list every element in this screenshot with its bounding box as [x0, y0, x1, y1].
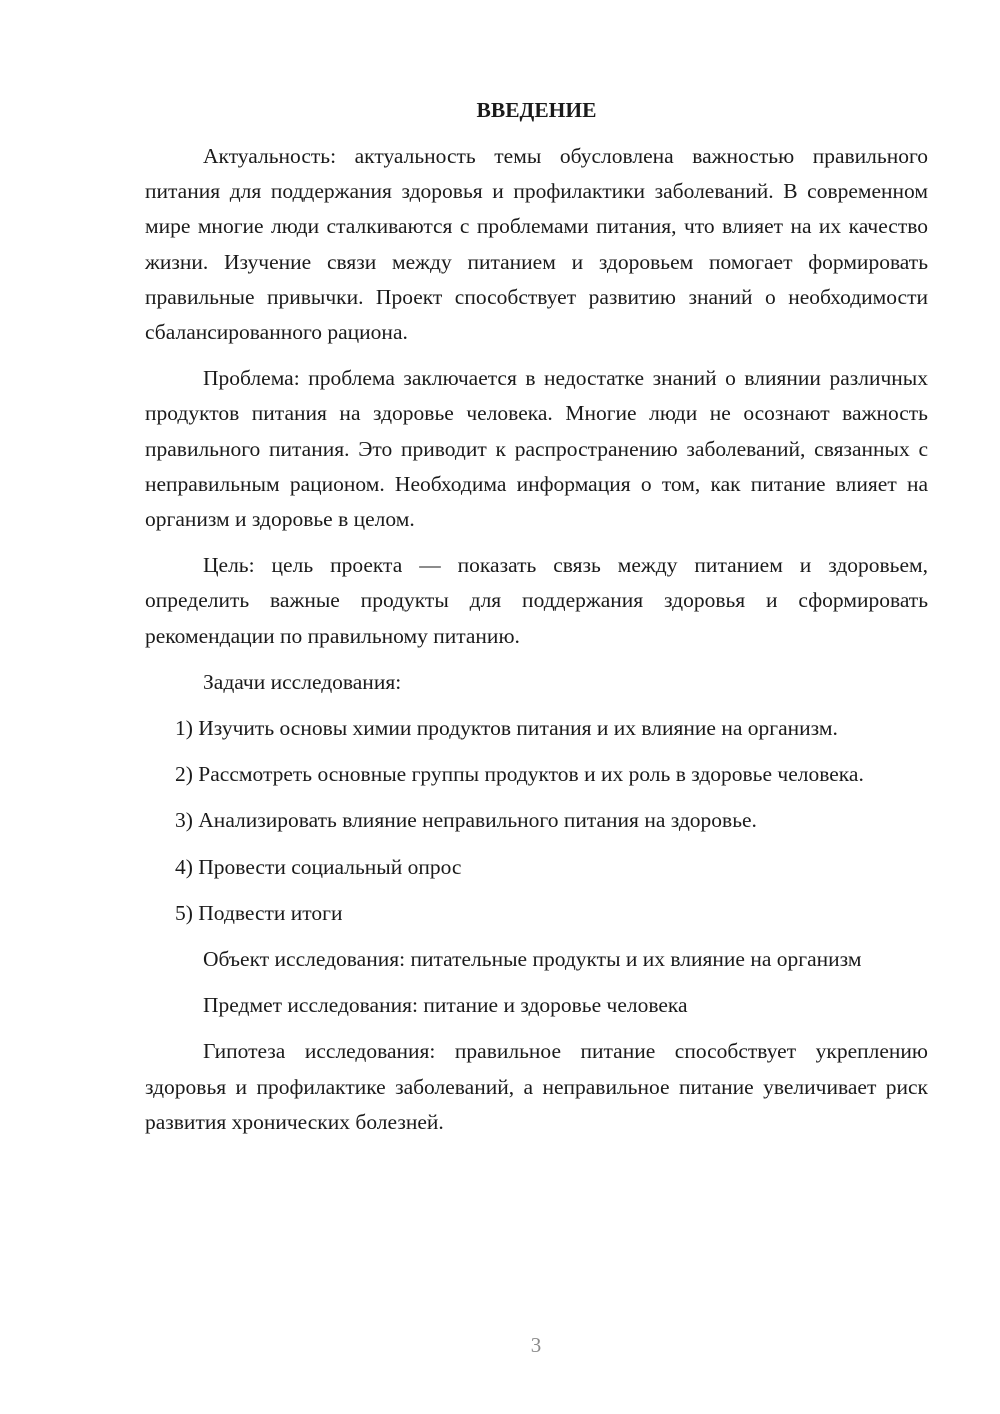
problem-paragraph: Проблема: проблема заключается в недостатке знаний о влиянии различных продуктов питания на здоровье человека. Многие люди не осознают важность правильного питания. Это приводит к распространению заболеваний, связанных с неправильным рационом. Необходима информация о том, как питание влияет на организм и здоровье в целом.: [145, 366, 928, 532]
document-page: [145, 92, 928, 1140]
hypothesis-paragraph: Гипотеза исследования: правильное питание способствует укреплению здоровья и профилактике заболеваний, а неправильное питание увеличивает риск развития хронических болезней.: [145, 1039, 928, 1134]
page-number: 3: [530, 1333, 542, 1357]
task-item: 5) Подвести итоги: [175, 900, 343, 925]
task-item: 2) Рассмотреть основные группы продуктов и их роль в здоровье человека.: [175, 762, 864, 787]
task-item: 3) Анализировать влияние неправильного питания на здоровье.: [175, 808, 757, 833]
tasks-intro: Задачи исследования:: [203, 669, 402, 694]
subject-paragraph: Предмет исследования: питание и здоровье человека: [203, 993, 688, 1018]
task-item: 4) Провести социальный опрос: [175, 854, 462, 879]
task-item: 1) Изучить основы химии продуктов питания и их влияние на организм.: [175, 716, 838, 741]
section-heading: ВВЕДЕНИЕ: [476, 98, 597, 122]
goal-paragraph: Цель: цель проекта — показать связь между питанием и здоровьем, определить важные продукты для поддержания здоровья и сформировать рекомендации по правильному питанию.: [145, 553, 928, 648]
relevance-paragraph: Актуальность: актуальность темы обусловлена важностью правильного питания для поддержания здоровья и профилактики заболеваний. В современном мире многие люди сталкиваются с проблемами питания, что влияет на их качество жизни. Изучение связи между питанием и здоровьем помогает формировать правильные привычки. Проект способствует развитию знаний о необходимости сбалансированного рациона.: [145, 144, 928, 345]
object-paragraph: Объект исследования: питательные продукты и их влияние на организм: [203, 947, 862, 972]
